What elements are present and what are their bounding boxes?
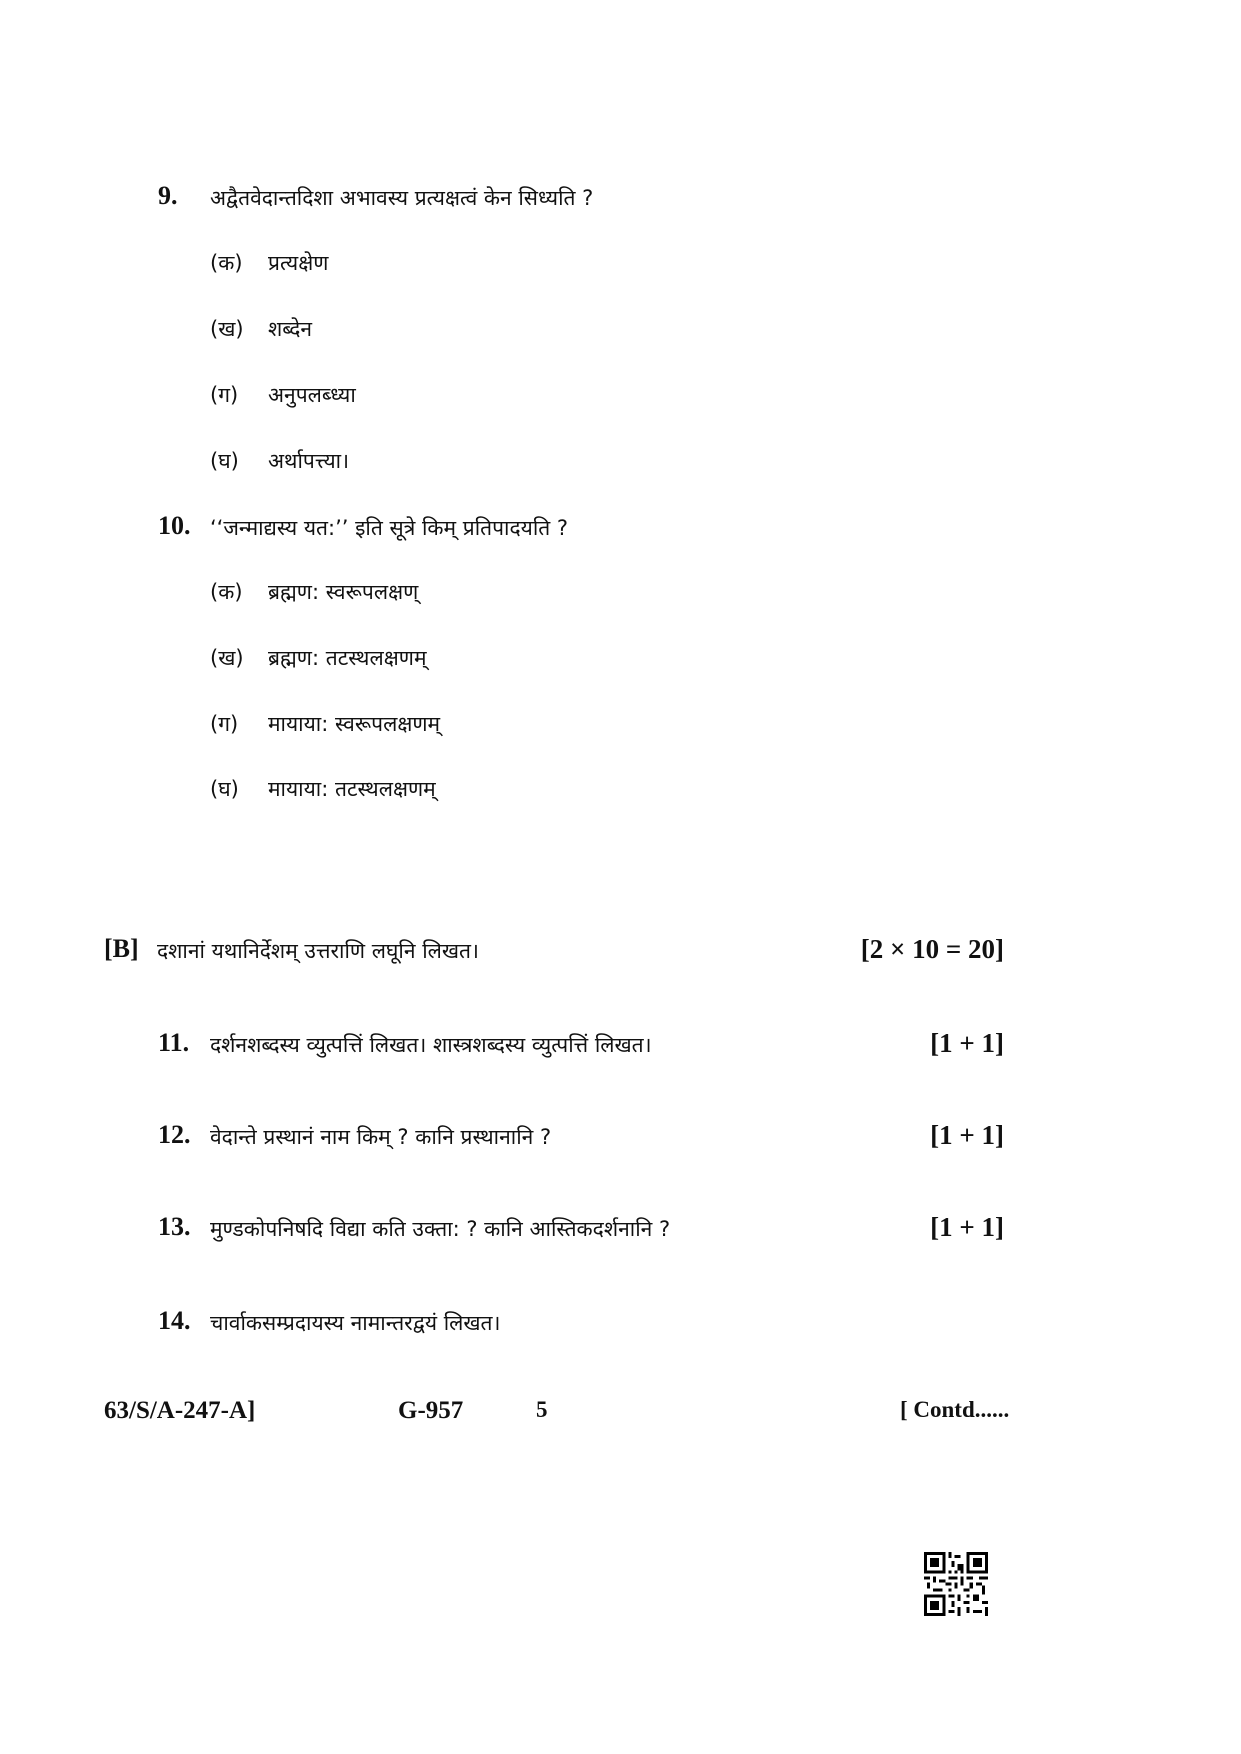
option-label: (घ) [210,449,239,473]
paper-code: 63/S/A-247-A] [104,1397,256,1424]
q9-text: अद्वैतवेदान्तदिशा अभावस्य प्रत्यक्षत्वं केन सिध्यति ? [210,186,594,210]
qr-code-icon [924,1552,988,1616]
q9-number: 9. [158,181,178,210]
q9-option-b [210,315,312,343]
option-text: अर्थापत्त्या। [268,449,350,473]
section-b-marks: [2 × 10 = 20] [860,934,1004,964]
page-number: 5 [536,1397,548,1422]
q10-option-d [210,775,436,803]
continued-note: [ Contd...... [900,1397,1010,1422]
q12-number: 12. [158,1120,191,1149]
q13-text: मुण्डकोपनिषदि विद्या कति उक्ता: ? कानि आस्तिकदर्शनानि ? [210,1217,671,1241]
section-b-label: [B] [104,934,139,963]
option-text: अनुपलब्ध्या [268,383,356,407]
option-text: ब्रह्मण: तटस्थलक्षणम् [268,646,427,670]
q14-text: चार्वाकसम्प्रदायस्य नामान्तरद्वयं लिखत। [210,1311,501,1335]
q10-text: ‘‘जन्माद्यस्य यत:’’ इति सूत्रे किम् प्रतिपादयति ? [210,516,569,540]
q11-number: 11. [158,1028,190,1057]
option-label: (ग) [210,383,239,407]
option-label: (ग) [210,712,239,736]
option-label: (क) [210,251,243,275]
option-label: (ख) [210,317,244,341]
series-code: G-957 [398,1397,464,1424]
option-text: शब्देन [268,317,313,341]
q9-option-a [210,249,328,277]
q9-option-d [210,447,349,475]
section-b-instruction: दशानां यथानिर्देशम् उत्तराणि लघूनि लिखत। [157,939,479,963]
option-label: (क) [210,580,243,604]
option-text: मायाया: स्वरूपलक्षणम् [268,712,441,736]
q10-option-a [210,578,418,606]
q12-marks: [1 + 1] [930,1120,1004,1150]
option-text: प्रत्यक्षेण [268,251,329,275]
option-label: (ख) [210,646,244,670]
q10-option-b [210,644,427,672]
option-text: ब्रह्मण: स्वरूपलक्षण् [268,580,419,604]
q13-marks: [1 + 1] [930,1212,1004,1242]
q12-text: वेदान्ते प्रस्थानं नाम किम् ? कानि प्रस्थानानि ? [210,1125,552,1149]
q11-text: दर्शनशब्दस्य व्युत्पत्तिं लिखत। शास्त्रशब्दस्य व्युत्पत्तिं लिखत। [210,1033,652,1057]
q10-number: 10. [158,511,191,540]
option-label: (घ) [210,777,239,801]
q13-number: 13. [158,1212,191,1241]
q11-marks: [1 + 1] [930,1028,1004,1058]
q10-option-c [210,710,440,738]
q14-number: 14. [158,1306,191,1335]
q9-option-c [210,381,356,409]
option-text: मायाया: तटस्थलक्षणम् [268,777,436,801]
